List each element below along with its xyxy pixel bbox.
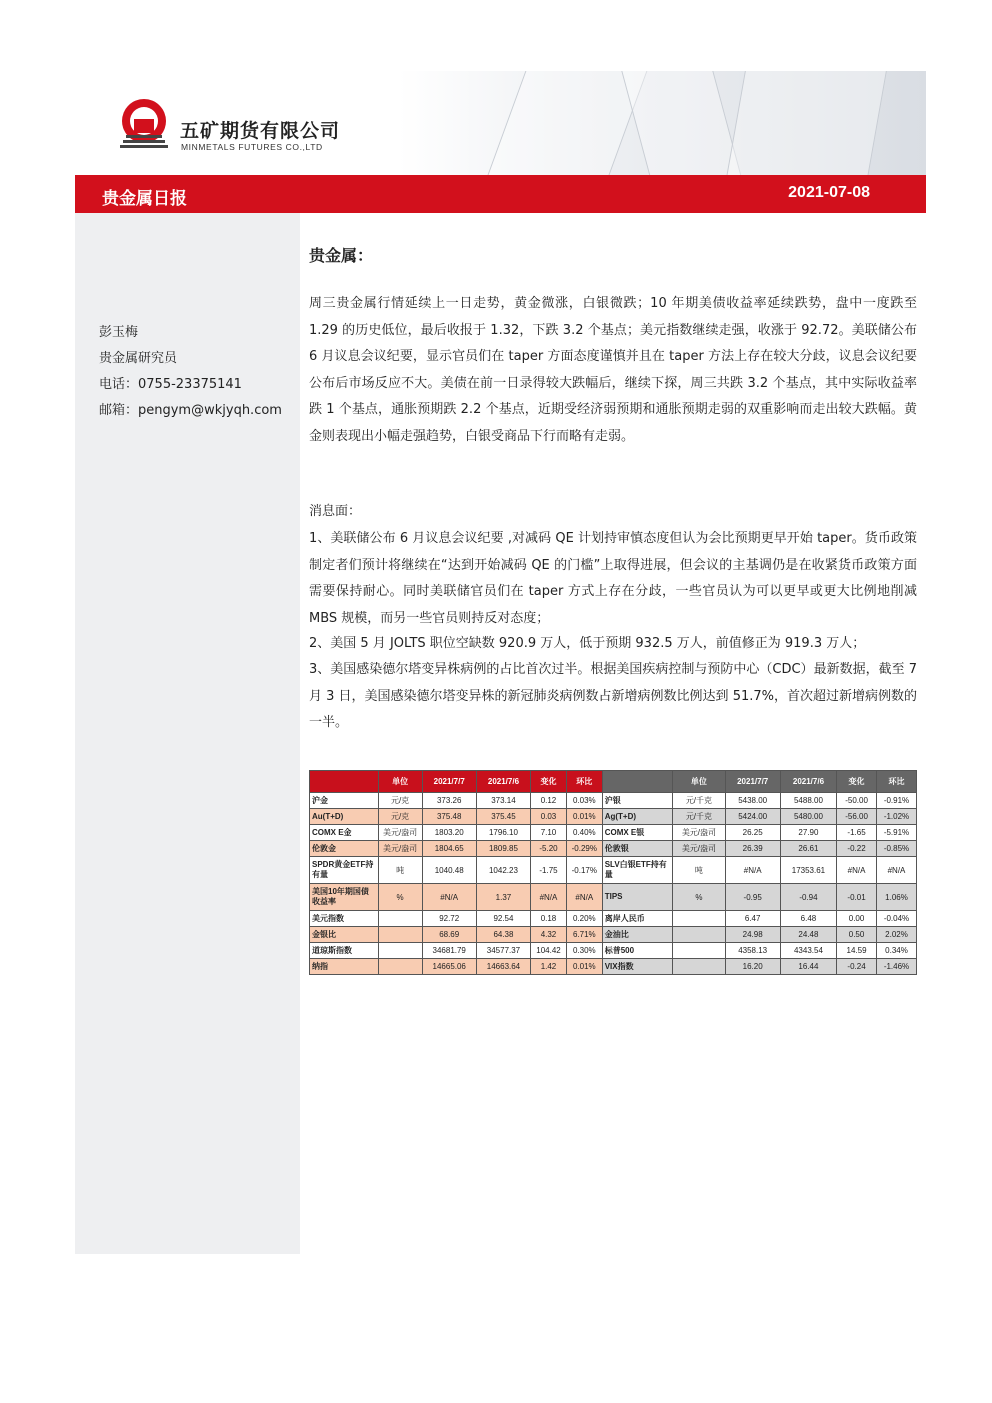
table-cell: -1.02% (877, 809, 917, 825)
table-cell: 0.01% (566, 809, 602, 825)
company-name-en: MINMETALS FUTURES CO.,LTD (181, 142, 323, 152)
table-cell: -1.65 (837, 825, 877, 841)
table-cell: 美元指数 (310, 911, 379, 927)
table-cell: #N/A (566, 884, 602, 911)
table-cell: 1.37 (476, 884, 530, 911)
table-cell: 26.61 (780, 841, 836, 857)
table-header-cell (310, 771, 379, 793)
table-cell: 92.72 (422, 911, 476, 927)
table-cell: 4.32 (531, 927, 567, 943)
table-cell: 6.71% (566, 927, 602, 943)
table-cell (673, 943, 725, 959)
table-cell: 0.01% (566, 959, 602, 975)
table-cell: 2.02% (877, 927, 917, 943)
table-cell: -0.91% (877, 793, 917, 809)
table-cell: -0.17% (566, 857, 602, 884)
table-header-cell: 单位 (673, 771, 725, 793)
table-cell: % (673, 884, 725, 911)
table-cell: #N/A (422, 884, 476, 911)
author-role: 贵金属研究员 (99, 351, 178, 366)
table-cell (378, 959, 422, 975)
table-cell: 14665.06 (422, 959, 476, 975)
table-cell: -0.04% (877, 911, 917, 927)
table-cell: 1796.10 (476, 825, 530, 841)
author-name: 彭玉梅 (99, 325, 139, 340)
table-cell: 1042.23 (476, 857, 530, 884)
table-cell: 美元/盎司 (378, 841, 422, 857)
table-cell: 1809.85 (476, 841, 530, 857)
table-header-cell: 2021/7/6 (780, 771, 836, 793)
table-cell: 4358.13 (725, 943, 780, 959)
table-cell: 1804.65 (422, 841, 476, 857)
table-cell: 373.14 (476, 793, 530, 809)
table-cell: -0.95 (725, 884, 780, 911)
table-cell: 美元/盎司 (378, 825, 422, 841)
table-cell: -1.46% (877, 959, 917, 975)
table-cell: SPDR黄金ETF持有量 (310, 857, 379, 884)
table-cell: Ag(T+D) (602, 809, 673, 825)
table-cell: VIX指数 (602, 959, 673, 975)
table-cell: 17353.61 (780, 857, 836, 884)
table-header-row (310, 771, 917, 793)
table-cell: 14.59 (837, 943, 877, 959)
table-cell: #N/A (725, 857, 780, 884)
table-cell: 金银比 (310, 927, 379, 943)
table-cell (378, 943, 422, 959)
table-cell: -1.75 (531, 857, 567, 884)
table-cell: 美元/盎司 (673, 841, 725, 857)
table-cell: -0.24 (837, 959, 877, 975)
table-cell: 27.90 (780, 825, 836, 841)
table-cell: 1040.48 (422, 857, 476, 884)
table-header-cell: 2021/7/7 (422, 771, 476, 793)
table-cell: #N/A (531, 884, 567, 911)
table-cell: 金油比 (602, 927, 673, 943)
table-cell: -0.22 (837, 841, 877, 857)
table-cell: 0.20% (566, 911, 602, 927)
table-cell: 16.44 (780, 959, 836, 975)
table-cell (673, 927, 725, 943)
table-cell (673, 959, 725, 975)
table-cell: Au(T+D) (310, 809, 379, 825)
table-cell: 5438.00 (725, 793, 780, 809)
news-item-2: 2、美国 5 月 JOLTS 职位空缺数 920.9 万人，低于预期 932.5 万人，前值修正为 919.3 万人； (309, 636, 866, 651)
table-cell: 375.48 (422, 809, 476, 825)
table-row (310, 825, 917, 841)
table-cell: 离岸人民币 (602, 911, 673, 927)
market-summary: 周三贵金属行情延续上一日走势，黄金微涨，白银微跌；10 年期美债收益率延续跌势，盘中一度跌至 1.29 的历史低位，最后收报于 1.32，下跌 3.2 个基点；美元指数继续走强，收涨于 92.72。美联储公布 6 月议息会议纪要，显示官员们在 taper 方面态度谨慎并且在 taper 方法上存在较大分歧，议息会议纪要公布后市场反应不大。美债在前一日录得较大跌幅后，继续下探，周三共跌 3.2 个基点，其中实际收益率跌 1 个基点，通胀预期跌 2.2 个基点，近期受经济弱预期和通胀预期走弱的双重影响而走出较大跌幅。黄金则表现出小幅走强趋势，白银受商品下行而略有走弱。 (309, 296, 917, 444)
table-cell: 16.20 (725, 959, 780, 975)
table-cell: -0.01 (837, 884, 877, 911)
table-cell: -50.00 (837, 793, 877, 809)
table-cell: 6.47 (725, 911, 780, 927)
report-date: 2021-07-08 (788, 184, 870, 201)
table-row (310, 884, 917, 911)
table-cell: 伦敦银 (602, 841, 673, 857)
table-cell: 道琼斯指数 (310, 943, 379, 959)
section-title: 贵金属： (309, 246, 374, 265)
table-cell: 元/千克 (673, 809, 725, 825)
table-cell: SLV白银ETF持有量 (602, 857, 673, 884)
table-cell: 沪金 (310, 793, 379, 809)
table-row (310, 857, 917, 884)
table-cell: 6.48 (780, 911, 836, 927)
news-heading: 消息面： (309, 504, 362, 519)
table-row (310, 927, 917, 943)
table-cell (378, 911, 422, 927)
table-cell: 5488.00 (780, 793, 836, 809)
report-title: 贵金属日报 (102, 189, 187, 209)
table-header-cell: 2021/7/6 (476, 771, 530, 793)
table-cell: COMX E金 (310, 825, 379, 841)
table-cell: 0.50 (837, 927, 877, 943)
table-cell: -56.00 (837, 809, 877, 825)
table-row (310, 943, 917, 959)
table-cell: 373.26 (422, 793, 476, 809)
table-cell: 纳指 (310, 959, 379, 975)
table-row (310, 841, 917, 857)
table-row (310, 959, 917, 975)
news-item-3: 3、美国感染德尔塔变异株病例的占比首次过半。根据美国疾病控制与预防中心（CDC）最新数据，截至 7 月 3 日，美国感染德尔塔变异株的新冠肺炎病例数占新增病例数比例达到 51.7%，首次超过新增病例数的一半。 (309, 662, 917, 730)
table-cell: -0.29% (566, 841, 602, 857)
table-cell: 1.42 (531, 959, 567, 975)
table-cell: 1.06% (877, 884, 917, 911)
table-cell: 64.38 (476, 927, 530, 943)
table-cell: 104.42 (531, 943, 567, 959)
table-cell: 26.25 (725, 825, 780, 841)
table-cell: #N/A (837, 857, 877, 884)
table-cell: % (378, 884, 422, 911)
table-cell: 沪银 (602, 793, 673, 809)
table-cell: 0.34% (877, 943, 917, 959)
table-cell: 元/千克 (673, 793, 725, 809)
table-cell (378, 927, 422, 943)
table-cell: 4343.54 (780, 943, 836, 959)
table-cell: 1803.20 (422, 825, 476, 841)
table-header-cell: 环比 (566, 771, 602, 793)
table-cell: 7.10 (531, 825, 567, 841)
table-cell: -0.94 (780, 884, 836, 911)
author-phone: 电话：0755-23375141 (99, 377, 242, 392)
table-cell: 24.48 (780, 927, 836, 943)
market-data-table (309, 770, 917, 975)
table-cell: 元/克 (378, 793, 422, 809)
table-cell: TIPS (602, 884, 673, 911)
table-cell: -5.91% (877, 825, 917, 841)
table-cell: 吨 (378, 857, 422, 884)
table-cell: 5424.00 (725, 809, 780, 825)
table-cell: 美国10年期国债收益率 (310, 884, 379, 911)
table-header-cell: 单位 (378, 771, 422, 793)
table-cell: 375.45 (476, 809, 530, 825)
table-cell: 34681.79 (422, 943, 476, 959)
report-title-bar (75, 175, 926, 213)
table-header-cell: 2021/7/7 (725, 771, 780, 793)
table-header-cell: 环比 (877, 771, 917, 793)
author-email: 邮箱：pengym@wkjyqh.com (99, 403, 282, 418)
table-cell: 伦敦金 (310, 841, 379, 857)
table-cell: 0.03% (566, 793, 602, 809)
news-item-1: 1、美联储公布 6 月议息会议纪要 ,对减码 QE 计划持审慎态度但认为会比预期更早开始 taper。货币政策制定者们预计将继续在“达到开始减码 QE 的门槛”上取得进展，但会议的主基调仍是在收紧货币政策方面需要保持耐心。同时美联储官员们在 taper 方式上存在分歧，一些官员认为可以更早或更大比例地削减 MBS 规模，而另一些官员则持反对态度； (309, 531, 917, 626)
table-cell: 68.69 (422, 927, 476, 943)
table-cell: 0.18 (531, 911, 567, 927)
table-cell: 92.54 (476, 911, 530, 927)
table-header-cell: 变化 (531, 771, 567, 793)
table-cell: #N/A (877, 857, 917, 884)
company-name-cn: 五矿期货有限公司 (180, 120, 341, 142)
table-header-cell: 变化 (837, 771, 877, 793)
table-cell: -0.85% (877, 841, 917, 857)
table-cell: 34577.37 (476, 943, 530, 959)
table-row (310, 793, 917, 809)
table-cell: 14663.64 (476, 959, 530, 975)
table-cell: -5.20 (531, 841, 567, 857)
table-cell: 标普500 (602, 943, 673, 959)
table-cell: 5480.00 (780, 809, 836, 825)
table-cell: 0.03 (531, 809, 567, 825)
table-header-cell (602, 771, 673, 793)
table-cell: 0.30% (566, 943, 602, 959)
table-cell: 24.98 (725, 927, 780, 943)
table-cell: 0.00 (837, 911, 877, 927)
table-cell: COMX E银 (602, 825, 673, 841)
author-sidebar (75, 213, 300, 1254)
table-cell: 元/克 (378, 809, 422, 825)
table-row (310, 911, 917, 927)
table-cell: 美元/盎司 (673, 825, 725, 841)
table-cell (673, 911, 725, 927)
table-cell: 0.40% (566, 825, 602, 841)
table-cell: 吨 (673, 857, 725, 884)
company-logo (118, 97, 170, 151)
table-cell: 0.12 (531, 793, 567, 809)
table-cell: 26.39 (725, 841, 780, 857)
table-row (310, 809, 917, 825)
